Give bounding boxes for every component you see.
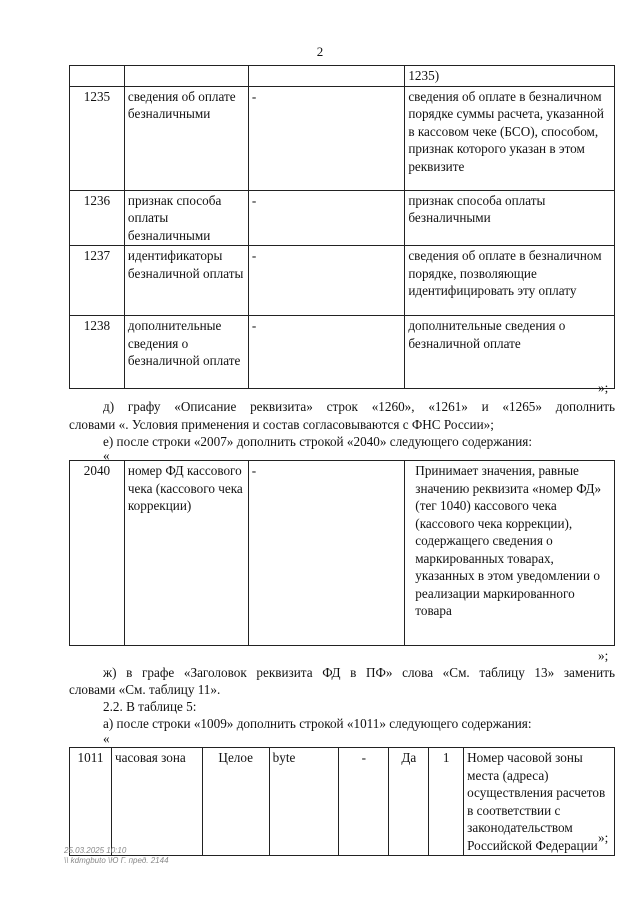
cell-desc: сведения об оплате в безналичном порядке суммы расчета, указанной в кассовом чеке (БСО), способом, признак которого указан в этом реквизите — [405, 86, 615, 190]
registration-stamp-id: \\ kdmgbuto \Ю Г. пред. 2144 — [64, 856, 169, 865]
cell-dash: - — [248, 86, 404, 190]
table-row — [70, 461, 615, 646]
cell-code: 1235 — [70, 86, 125, 190]
table-row — [70, 748, 615, 856]
cell-desc: сведения об оплате в безналичном порядке, позволяющие идентифицировать эту оплату — [405, 246, 615, 316]
cell-name: дополнительные сведения о безналичной оплате — [124, 316, 248, 389]
cell-name: номер ФД кассового чека (кассового чека коррекции) — [124, 461, 248, 646]
cell-count: 1 — [429, 748, 464, 856]
paragraph-d-line2: словами «. Условия применения и состав согласовываются с ФНС России»; — [69, 417, 494, 432]
paragraph-zh-line2: словами «См. таблицу 11». — [69, 682, 221, 697]
close-quote: »; — [598, 648, 609, 663]
cell-dash: - — [248, 316, 404, 389]
paragraph-zh-line1: ж) в графе «Заголовок реквизита ФД в ПФ» слова «См. таблицу 13» заменить — [103, 665, 615, 680]
close-quote: »; — [598, 830, 609, 845]
table-row — [70, 86, 615, 190]
page-number: 2 — [316, 44, 324, 59]
open-quote: « — [103, 448, 110, 463]
cell-desc: Принимает значения, равные значению реквизита «номер ФД» (тег 1040) кассового чека (кассового чека коррекции), содержащего сведения о маркированных товарах, указанных в этом уведомлении о реализации маркированного товара — [405, 461, 615, 646]
requisite-1011-row-table — [69, 747, 615, 856]
cell-desc: 1235) — [405, 66, 615, 87]
table-row — [70, 246, 615, 316]
requisite-2040-table — [69, 460, 615, 646]
cell-name: идентификаторы безналичной оплаты — [124, 246, 248, 316]
cell-dash: - — [248, 246, 404, 316]
cell-code — [70, 66, 125, 87]
cell-desc: Номер часовой зоны места (адреса) осуществления расчетов в соответствии с законодательством Российской Федерации — [464, 748, 615, 856]
registration-stamp-date: 25.03.2025 10:10 — [64, 846, 127, 855]
cell-desc: дополнительные сведения о безналичной оплате — [405, 316, 615, 389]
cell-name: признак способа оплаты безналичными — [124, 190, 248, 246]
cell-name — [124, 66, 248, 87]
paragraph-a: а) после строки «1009» дополнить строкой «1011» следующего содержания: — [103, 716, 532, 731]
paragraph-2-2: 2.2. В таблице 5: — [103, 699, 197, 714]
table-row — [70, 66, 615, 87]
cell-code: 1238 — [70, 316, 125, 389]
cell-name: часовая зона — [111, 748, 202, 856]
cell-name: сведения об оплате безналичными — [124, 86, 248, 190]
paragraph-e: е) после строки «2007» дополнить строкой «2040» следующего содержания: — [103, 434, 533, 449]
table-row — [70, 316, 615, 389]
cell-dash: - — [248, 190, 404, 246]
paragraph-d-line1: д) графу «Описание реквизита» строк «1260», «1261» и «1265» дополнить — [103, 399, 615, 414]
cell-required: Да — [389, 748, 429, 856]
close-quote: »; — [598, 380, 609, 395]
requisites-table-continued — [69, 65, 615, 389]
cell-code: 1236 — [70, 190, 125, 246]
table-row — [70, 190, 615, 246]
cell-code: 1237 — [70, 246, 125, 316]
open-quote: « — [103, 731, 110, 746]
cell-dash: - — [248, 461, 405, 646]
cell-code: 1011 — [70, 748, 112, 856]
cell-dash: - — [339, 748, 389, 856]
cell-code: 2040 — [70, 461, 125, 646]
cell-dash — [248, 66, 404, 87]
cell-type: Целое — [202, 748, 269, 856]
cell-desc: признак способа оплаты безналичными — [405, 190, 615, 246]
cell-format: byte — [269, 748, 339, 856]
